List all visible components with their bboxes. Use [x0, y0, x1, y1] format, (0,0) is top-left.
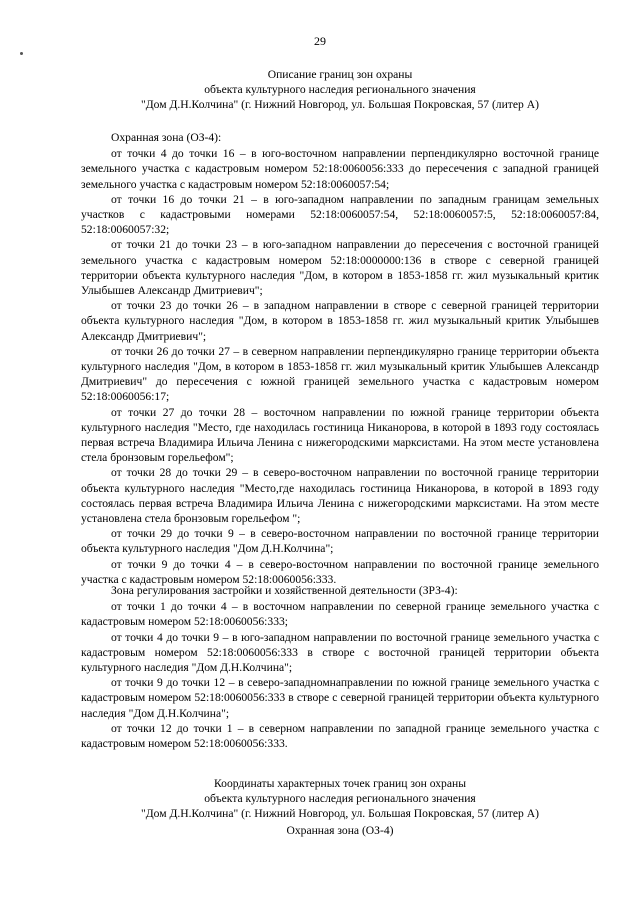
boundary-paragraph: от точки 1 до точки 4 – в восточном направлении по северной границе земельного участка с кадастровым номером 52:18:0060056:333;: [81, 600, 599, 629]
section-title: Охранная зона (ОЗ-4):: [111, 131, 222, 144]
boundary-paragraph: от точки 26 до точки 27 – в северном направлении перпендикулярно границе территории объекта культурного наследия "Дом, в котором в 1853-1858 гг. жил музыкальный критик Улыбышев Александр Дмитриевич" до пересечения с южной границей земельного участка с кадастровым номером 52:18:0060056:17;: [81, 344, 599, 404]
boundary-paragraph: от точки 12 до точки 1 – в северном направлении по западной границе земельного участка с кадастровым номером 52:18:0060056:333.: [81, 721, 599, 751]
heading-line: объекта культурного наследия регионального значения: [204, 792, 476, 805]
boundary-paragraph: от точки 9 до точки 12 – в северо-западномнаправлении по южной границе земельного участка с кадастровым номером 52:18:0060056:333 в створе с северной границей территории объекта культурного наследия "Дом Д.Н.Колчина";: [81, 676, 599, 720]
scan-artifact-dot: [20, 52, 23, 55]
regulation-zone-section: [81, 583, 599, 751]
heading-line: "Дом Д.Н.Колчина" (г. Нижний Новгород, ул. Большая Покровская, 57 (литер А): [141, 807, 539, 820]
boundary-paragraph: от точки 21 до точки 23 – в юго-западном направлении до пересечения с восточной границей земельного участка с кадастровым номером 52:18:0000000:136 в створе с северной границей территории объекта культурного наследия "Дом, в котором в 1853-1858 гг. жил музыкальный критик Улыбышев Александр Дмитриевич";: [81, 238, 599, 298]
boundary-paragraph: от точки 9 до точки 4 – в северо-восточном направлении по восточной границе земельного участка с кадастровым номером 52:18:0060056:333.: [81, 557, 599, 586]
boundary-paragraph: от точки 16 до точки 21 – в юго-западном направлении по западным границам земельных участков с кадастровыми номерами 52:18:0060057:54, 52:18:0060057:5, 52:18:0060057:84, 52:18:0060057:32;: [81, 192, 599, 237]
coordinates-zone-title: Охранная зона (ОЗ-4): [286, 824, 394, 837]
heading-line: объекта культурного наследия регионального значения: [204, 83, 476, 96]
boundary-paragraph: от точки 29 до точки 9 – в северо-восточном направлении по восточной границе территории объекта культурного наследия "Дом Д.Н.Колчина";: [81, 527, 599, 556]
boundary-paragraph: от точки 28 до точки 29 – в северо-восточном направлении по восточной границе территории объекта культурного наследия "Место,где находилась гостиница Никанорова, в которой в 1893 году состоялась первая встреча Владимира Ильича Ленина с нижегородскими марксистами. На этом месте установлена стела бронзовым горельефом ";: [81, 466, 599, 526]
heading-line: Описание границ зон охраны: [267, 68, 413, 81]
heading-line: "Дом Д.Н.Колчина" (г. Нижний Новгород, ул. Большая Покровская, 57 (литер А): [141, 98, 539, 111]
page-number: 29: [314, 34, 326, 48]
boundary-paragraph: от точки 4 до точки 9 – в юго-западном направлении по восточной границе земельного участка с кадастровым номером 52:18:0060056:333 в створе с восточной границей территории объекта культурного наследия "Дом Д.Н.Колчина";: [81, 630, 599, 675]
coordinates-heading: [60, 776, 620, 821]
boundary-paragraph: от точки 23 до точки 26 – в западном направлении в створе с северной границей территории объекта культурного наследия "Дом, в котором в 1853-1858 гг. жил музыкальный критик Улыбышев Александр Дмитриевич";: [81, 299, 599, 343]
section-title: Зона регулирования застройки и хозяйственной деятельности (ЗРЗ-4):: [111, 584, 458, 597]
protection-zone-section: [81, 130, 599, 587]
document-heading: [60, 67, 620, 112]
boundary-paragraph: от точки 27 до точки 28 – восточном направлении по южной границе территории объекта культурного наследия "Место, где находилась гостиница Никанорова, в которой в 1893 году состоялась первая встреча Владимира Ильича Ленина с нижегородскими марксистами. На этом месте установлена стела бронзовым горельефом";: [81, 405, 599, 465]
heading-line: Координаты характерных точек границ зон охраны: [214, 777, 466, 790]
boundary-paragraph: от точки 4 до точки 16 – в юго-восточном направлении перпендикулярно восточной границе земельного участка с кадастровым номером 52:18:0060056:333 до пересечения с западной границей земельного участка с кадастровым номером 52:18:0060057:54;: [81, 147, 599, 191]
